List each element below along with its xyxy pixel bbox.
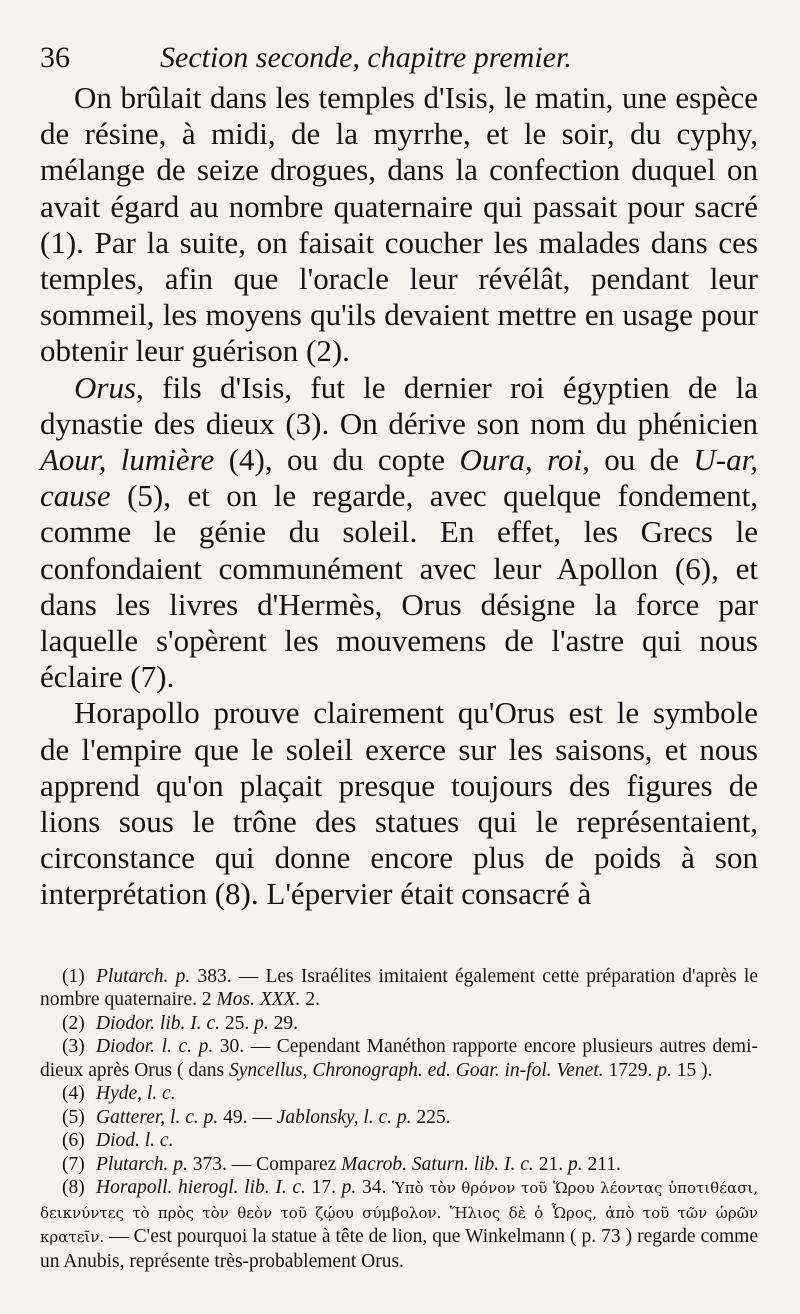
italic-text: Diodor. l. c. p. [96,1036,214,1058]
italic-text: Plutarch. p. [96,1153,188,1175]
italic-text: Gatterer, l. c. p. [96,1106,219,1128]
text-run: (5), et on le regarde, avec quelque fondement, comme le génie du soleil. En effet, les Grecs le confondaient communément avec leur Apollon (6), et dans les livres d'Hermès, Orus désigne la force par laquelle s'opèrent les mouvemens de l'astre qui nous éclaire (7). [40,478,758,695]
paragraph [40,695,758,912]
footnote [40,1082,758,1106]
body-text [40,80,758,913]
italic-text: p. [254,1012,269,1034]
text-run: 29. [268,1012,299,1034]
italic-text: Chronograph. ed. Goar. in-fol. Venet. [312,1059,604,1081]
text-run: 373. — Comparez [187,1153,342,1175]
text-run: 30. — Cependant Manéthon rapporte encore plusieurs autres demi-dieux après Orus ( dans [40,1036,758,1081]
text-run: 34. [356,1177,393,1199]
footnote-number: (7) [62,1153,85,1175]
footnotes [40,965,758,1274]
page-number: 36 [40,41,70,74]
greek-quotation: Ὑπὸ τὸν θρόνον τοῦ Ὥρου λέοντας ὑποτιθέασι, δεικνύντες τὸ πρὸς τὸν θεὸν τοῦ ζῴου σύμβολον. Ἥλιος δὲ ὁ Ὧρος, ἀπὸ τοῦ τῶν ὡρῶν κρατεῖν. [40,1179,759,1247]
footnote [40,1035,758,1082]
italic-text: Orus [74,369,137,405]
italic-text: Aour, lumière [40,442,215,478]
paragraph [40,80,758,370]
italic-text: Diodor. lib. I. c. [96,1012,221,1034]
text-run: 21. [533,1153,568,1175]
text-run: Horapollo prouve clairement qu'Orus est le symbole de l'empire que le soleil exerce sur les saisons, et nous apprend qu'on plaçait presque toujours des figures de lions sous le trône des statues qui le représentaient, circonstance qui donne encore plus de poids à son interprétation (8). L'épervier était consacré à [40,695,758,912]
paragraph [40,370,758,696]
italic-text: Jablonsky, l. c. p. [276,1106,412,1128]
italic-text: p. [341,1177,357,1199]
footnote [40,1012,758,1036]
text-run: , [302,1059,313,1081]
text-run: 211. [582,1153,621,1175]
text-run: (4), ou du copte [214,442,460,478]
footnote [40,1106,758,1130]
text-run: On brûlait dans les temples d'Isis, le matin, une espèce de résine, à midi, de la myrrhe, et le soir, du cyphy, mélange de seize drogues, dans la confection duquel on avait égard au nombre quaternaire qui passait pour sacré (1). Par la suite, on faisait coucher les malades dans ces temples, afin que l'oracle leur révélât, pendant leur sommeil, les moyens qu'ils devaient mettre en usage pour obtenir leur guérison (2). [40,80,758,369]
italic-text: p. [567,1153,583,1175]
italic-text: Plutarch. p. [96,965,191,987]
footnote-number: (4) [62,1083,85,1105]
italic-text: Hyde, l. c. [96,1083,176,1105]
text-run: 25. [220,1012,255,1034]
text-run: 2. [300,989,320,1011]
footnote-number: (2) [62,1012,85,1034]
italic-text: p. [657,1059,672,1081]
text-run: 49. — [218,1106,277,1128]
italic-text: Horapoll. hierogl. lib. I. c. [96,1177,306,1199]
text-run: — C'est pourquoi la statue à tête de lion, que Winkelmann ( p. 73 ) regarde comme un Anubis, représente très-probablement Orus. [40,1226,758,1272]
text-run: 383. — Les Israélites imitaient également cette préparation d'après le nombre quaternaire. 2 [40,965,758,1011]
italic-text: Oura, roi [459,442,583,478]
footnote-number: (5) [62,1106,85,1128]
footnote [40,1129,758,1153]
footnote [40,965,758,1012]
footnote-separator [40,913,758,965]
text-run: 225. [411,1106,451,1128]
italic-text: U-ar, cause [40,442,759,514]
text-run: 15 ). [671,1059,713,1081]
italic-text: Mos. XXX. [216,989,301,1011]
page-header [40,40,758,76]
footnote-number: (6) [62,1130,85,1152]
text-run: , fils d'Isis, fut le dernier roi égyptien de la dynastie des dieux (3). On dérive son nom du phénicien [40,369,758,441]
text-run: 17. [305,1177,342,1199]
footnote [40,1176,758,1273]
italic-text: Macrob. Saturn. lib. I. c. [341,1153,534,1175]
footnote [40,1153,758,1177]
italic-text: Diod. l. c. [96,1130,174,1152]
footnote-number: (8) [62,1177,85,1199]
footnote-number: (1) [62,965,85,987]
text-run: , ou de [582,442,694,478]
italic-text: Syncellus [229,1059,303,1081]
running-head: Section seconde, chapitre premier. [160,41,572,74]
footnote-number: (3) [62,1036,85,1058]
text-run: 1729. [603,1059,658,1081]
